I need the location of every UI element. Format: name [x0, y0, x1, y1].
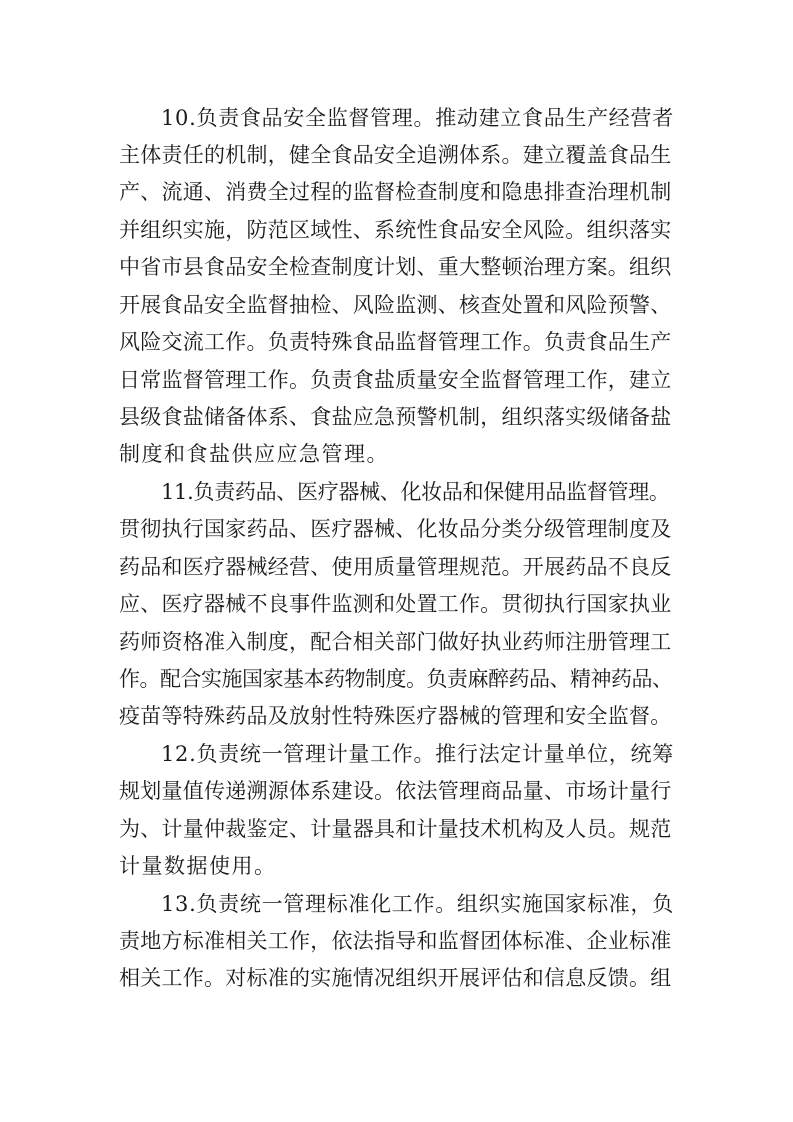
paragraph-10-line-10: 制度和食盐供应应急管理。 — [119, 442, 389, 466]
paragraph-12-line-3: 为、计量仲裁鉴定、计量器具和计量技术机构及人员。规范 — [119, 817, 672, 841]
paragraph-11-line-6: 作。配合实施国家基本药物制度。负责麻醉药品、精神药品、 — [119, 667, 673, 691]
paragraph-10-line-5: 中省市县食品安全检查制度计划、重大整顿治理方案。组织 — [119, 255, 672, 279]
paragraph-11-line-1: 11.负责药品、医疗器械、化妆品和保健用品监督管理。 — [161, 480, 670, 504]
paragraph-10-line-3: 产、流通、消费全过程的监督检查制度和隐患排查治理机制 — [119, 180, 672, 204]
paragraph-10-line-1: 10.负责食品安全监督管理。推动建立食品生产经营者 — [161, 106, 674, 130]
paragraph-11-line-3: 药品和医疗器械经营、使用质量管理规范。开展药品不良反 — [119, 555, 672, 579]
paragraph-10-line-8: 日常监督管理工作。负责食盐质量安全监督管理工作，建立 — [119, 368, 672, 392]
paragraph-11-line-4: 应、医疗器械不良事件监测和处置工作。贯彻执行国家执业 — [119, 592, 672, 616]
paragraph-13-line-1: 13.负责统一管理标准化工作。组织实施国家标准，负 — [161, 892, 674, 916]
paragraph-10-line-9: 县级食盐储备体系、食盐应急预警机制，组织落实级储备盐 — [119, 405, 672, 429]
paragraph-13-line-3: 相关工作。对标准的实施情况组织开展评估和信息反馈。组 — [119, 966, 672, 990]
paragraph-11-line-5: 药师资格准入制度，配合相关部门做好执业药师注册管理工 — [119, 630, 672, 654]
paragraph-13-line-2: 责地方标准相关工作，依法指导和监督团体标准、企业标准 — [119, 929, 672, 953]
paragraph-10-line-6: 开展食品安全监督抽检、风险监测、核查处置和风险预警、 — [119, 293, 672, 317]
paragraph-10-line-7: 风险交流工作。负责特殊食品监督管理工作。负责食品生产 — [119, 330, 672, 354]
paragraph-12-line-4: 计量数据使用。 — [119, 854, 277, 878]
paragraph-10-line-2: 主体责任的机制，健全食品安全追溯体系。建立覆盖食品生 — [119, 143, 672, 167]
paragraph-11-line-2: 贯彻执行国家药品、医疗器械、化妆品分类分级管理制度及 — [119, 517, 672, 541]
paragraph-10-line-4: 并组织实施，防范区域性、系统性食品安全风险。组织落实 — [119, 218, 672, 242]
paragraph-11-line-7: 疫苗等特殊药品及放射性特殊医疗器械的管理和安全监督。 — [119, 704, 672, 728]
paragraph-12-line-1: 12.负责统一管理计量工作。推行法定计量单位，统筹 — [161, 742, 674, 766]
paragraph-12-line-2: 规划量值传递溯源体系建设。依法管理商品量、市场计量行 — [119, 779, 672, 803]
